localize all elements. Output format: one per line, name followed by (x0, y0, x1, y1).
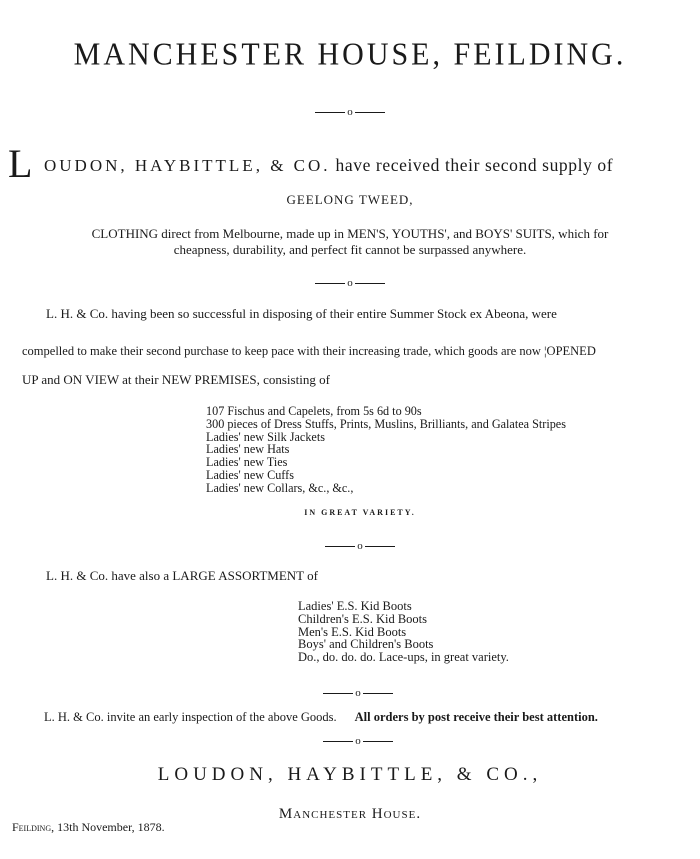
list-item: Men's E.S. Kid Boots (298, 624, 407, 639)
intro-rest: have received their second supply of (330, 155, 614, 175)
divider: o (10, 540, 700, 552)
divider: o (8, 687, 700, 699)
list-item: Children's E.S. Kid Boots (298, 611, 427, 626)
intro-line (44, 155, 694, 176)
firm-signature: LOUDON, HAYBITTLE, & CO., (157, 764, 543, 785)
list-item: 300 pieces of Dress Stuffs, Prints, Muslins, Brilliants, and Galatea Stripes (206, 416, 566, 431)
product-line: GEELONG TWEED, (286, 192, 414, 207)
dateline (12, 820, 165, 835)
invite-line (44, 710, 598, 725)
list-item: Ladies' new Hats (206, 442, 290, 457)
paragraph-line: L. H. & Co. having been so successful in disposing of their entire Summer Stock ex Abeona, were (46, 306, 557, 321)
list-item: Ladies' new Collars, &c., &c., (206, 480, 354, 495)
orders-text: All orders by post receive their best attention. (354, 710, 598, 724)
dateline-date: 13th November, 1878. (54, 820, 165, 834)
paragraph-line: UP and ON VIEW at their NEW PREMISES, consisting of (22, 372, 330, 387)
boots-list (298, 600, 509, 664)
clothing-line-1: CLOTHING direct from Melbourne, made up in MEN'S, YOUTHS', and BOYS' SUITS, which for (91, 226, 609, 241)
assortment-line: L. H. & Co. have also a LARGE ASSORTMENT of (46, 568, 318, 583)
page-title: MANCHESTER HOUSE, FEILDING. (73, 37, 627, 72)
list-item: Ladies' E.S. Kid Boots (298, 599, 412, 613)
invite-text: L. H. & Co. invite an early inspection of the above Goods. (44, 710, 337, 724)
divider: o (0, 277, 700, 289)
list-item: 107 Fischus and Capelets, from 5s 6d to 90s (206, 404, 422, 418)
in-great-variety: IN GREAT VARIETY. (304, 508, 416, 517)
list-item: Ladies' new Ties (206, 455, 288, 470)
house-name: Manchester House. (278, 806, 422, 822)
stock-list (206, 405, 566, 495)
divider: o (0, 106, 700, 118)
divider: o (8, 735, 700, 747)
dateline-place: Feilding, (12, 820, 55, 834)
list-item: Ladies' new Cuffs (206, 467, 294, 482)
paragraph-line: compelled to make their second purchase to keep pace with their increasing trade, which goods are now ¦OPENED (22, 344, 596, 358)
drop-cap: L (8, 141, 33, 186)
list-item: Do., do. do. do. Lace-ups, in great variety. (298, 650, 509, 665)
list-item: Boys' and Children's Boots (298, 637, 434, 652)
firm-name: OUDON, HAYBITTLE, & CO. (44, 156, 331, 175)
list-item: Ladies' new Silk Jackets (206, 429, 325, 444)
clothing-line-2: cheapness, durability, and perfect fit cannot be surpassed anywhere. (173, 242, 527, 257)
